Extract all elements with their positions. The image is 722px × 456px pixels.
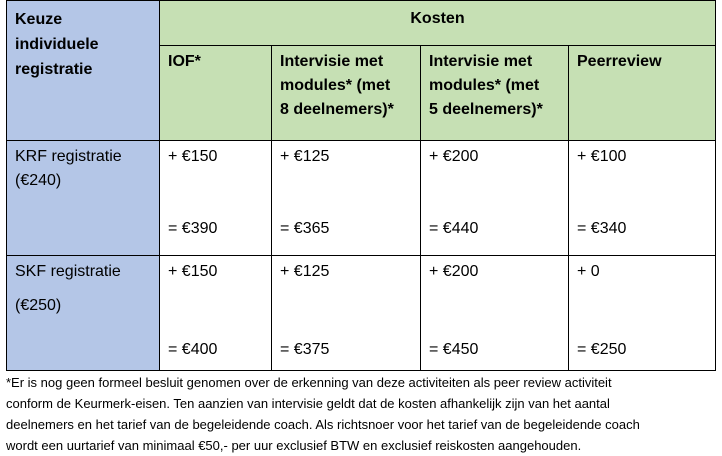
col-header-intervisie-5 bbox=[421, 46, 569, 141]
col-header-intervisie-5-line-2: modules* (met bbox=[429, 77, 540, 94]
row-label-skf bbox=[7, 256, 160, 371]
kosten-header: Kosten bbox=[160, 1, 716, 46]
cell-skf-intervisie-8 bbox=[272, 256, 421, 371]
cell-krf-intervisie-8 bbox=[272, 141, 421, 256]
col-header-iof-line-1: IOF* bbox=[168, 53, 201, 70]
keuze-line-3: registratie bbox=[15, 61, 93, 78]
footnote bbox=[6, 372, 716, 456]
cell-krf-iof-total: = €390 bbox=[168, 220, 218, 237]
cell-krf-peerreview-total: = €340 bbox=[577, 220, 627, 237]
cell-skf-iof-add: + €150 bbox=[168, 263, 218, 280]
cell-skf-peerreview-add: + 0 bbox=[577, 263, 600, 280]
keuze-line-2: individuele bbox=[15, 36, 99, 53]
col-header-iof bbox=[160, 46, 272, 141]
col-header-intervisie-8 bbox=[272, 46, 421, 141]
cell-skf-iof-total: = €400 bbox=[168, 341, 218, 358]
cell-skf-peerreview bbox=[569, 256, 716, 371]
row-label-skf-name: SKF registratie bbox=[15, 263, 121, 280]
cell-skf-intervisie-8-add: + €125 bbox=[280, 263, 330, 280]
cell-skf-intervisie-5-add: + €200 bbox=[429, 263, 479, 280]
col-header-intervisie-8-line-1: Intervisie met bbox=[280, 53, 384, 70]
footnote-line-4: wordt een uurtarief van minimaal €50,- per uur exclusief BTW en exclusief reiskosten aangehouden. bbox=[6, 438, 582, 453]
table-row-krf bbox=[7, 141, 716, 256]
table-row-skf bbox=[7, 256, 716, 371]
footnote-line-2: conform de Keurmerk-eisen. Ten aanzien van intervisie geldt dat de kosten afhankelijk zijn van het aantal bbox=[6, 396, 610, 411]
cell-skf-peerreview-total: = €250 bbox=[577, 341, 627, 358]
cell-krf-intervisie-5-total: = €440 bbox=[429, 220, 479, 237]
col-header-intervisie-5-line-1: Intervisie met bbox=[429, 53, 533, 70]
cell-krf-peerreview-add: + €100 bbox=[577, 148, 627, 165]
cell-krf-intervisie-8-total: = €365 bbox=[280, 220, 330, 237]
col-header-peerreview bbox=[569, 46, 716, 141]
row-label-skf-price: (€250) bbox=[15, 297, 62, 314]
cell-krf-intervisie-5-add: + €200 bbox=[429, 148, 479, 165]
row-label-krf bbox=[7, 141, 160, 256]
col-header-peerreview-line-1: Peerreview bbox=[577, 53, 662, 70]
cell-krf-intervisie-5 bbox=[421, 141, 569, 256]
cell-krf-iof bbox=[160, 141, 272, 256]
cost-table bbox=[6, 0, 716, 371]
col-header-intervisie-5-line-3: 5 deelnemers)* bbox=[429, 101, 543, 118]
col-header-intervisie-8-line-2: modules* (met bbox=[280, 77, 391, 94]
cell-skf-iof bbox=[160, 256, 272, 371]
cell-krf-intervisie-8-add: + €125 bbox=[280, 148, 330, 165]
keuze-header bbox=[7, 1, 160, 141]
cell-skf-intervisie-5 bbox=[421, 256, 569, 371]
row-label-krf-name: KRF registratie bbox=[15, 148, 122, 165]
cell-skf-intervisie-8-total: = €375 bbox=[280, 341, 330, 358]
col-header-intervisie-8-line-3: 8 deelnemers)* bbox=[280, 101, 394, 118]
footnote-line-1: *Er is nog geen formeel besluit genomen over de erkenning van deze activiteiten als peer review activiteit bbox=[6, 375, 612, 390]
keuze-line-1: Keuze bbox=[15, 11, 63, 28]
cell-skf-intervisie-5-total: = €450 bbox=[429, 341, 479, 358]
footnote-line-3: deelnemers en het tarief van de begeleidende coach. Als richtsnoer voor het tarief van de begeleidende coach bbox=[6, 417, 640, 432]
cell-krf-peerreview bbox=[569, 141, 716, 256]
row-label-krf-price: (€240) bbox=[15, 172, 62, 189]
cell-krf-iof-add: + €150 bbox=[168, 148, 218, 165]
